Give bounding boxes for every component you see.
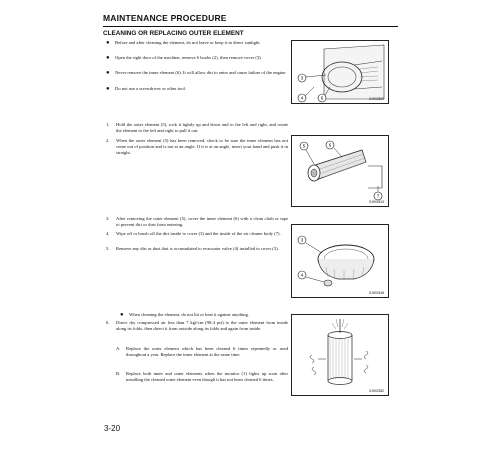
figure-cover-illustration bbox=[292, 225, 388, 297]
bullet-icon: ● bbox=[106, 86, 110, 92]
bullet-icon: ● bbox=[120, 312, 124, 318]
list-item: ● Never remove the inner element (6). It will allow dirt to enter and cause failure of the engine. bbox=[106, 70, 287, 76]
figure-code: SJH02443 bbox=[369, 200, 384, 204]
callout-label: 4 bbox=[300, 95, 304, 101]
callout-label: 7 bbox=[376, 193, 380, 199]
bullet-icon: ● bbox=[106, 55, 110, 61]
list-item: ● When cleaning the element, do not hit or beat it against anything. bbox=[120, 312, 250, 318]
bullet-icon: ● bbox=[106, 40, 110, 46]
figure-cover-removal bbox=[291, 40, 389, 104]
callout-label: 3 bbox=[300, 75, 304, 81]
bullet-icon: ● bbox=[106, 70, 110, 76]
callout-label: 4 bbox=[300, 272, 304, 278]
list-item: 6. Direct dry compressed air less than 7 kgf/cm (98.4 psi) to the outer element from inside along its folds, then direct it from outside along its folds and again from inside. bbox=[106, 320, 288, 332]
figure-cover-illustration bbox=[292, 41, 388, 103]
figure-element-illustration bbox=[292, 136, 388, 206]
list-item: ● Do not use a screwdriver or other tool. bbox=[106, 86, 186, 92]
title-rule bbox=[103, 26, 398, 27]
figure-code: SJH02448 bbox=[369, 291, 384, 295]
callout-label: 3 bbox=[300, 237, 304, 243]
list-item: 2. When the outer element (5) has been removed, check to be sure the inner element has not come out of position and is not at an angle. If it is at an angle, insert your hand and push it in straight. bbox=[106, 138, 288, 156]
figure-cover-cleaning bbox=[291, 224, 389, 298]
list-item: 4. Wipe off or brush off the dirt inside to cover (3) and the inside of the air cleaner body (7). bbox=[106, 231, 281, 236]
list-item: A. Replace the outer element which has been cleaned 6 times repeatedly or used throughout a year. Replace the inner element at the same time. bbox=[116, 346, 288, 358]
list-item: ● Before and after cleaning the element, do not leave or keep it in direct sunlight. bbox=[106, 40, 261, 46]
list-item: 5. Remove any dirt or dust that is accumulated to evacuator valve (4) installed to cover (3). bbox=[106, 246, 279, 251]
list-item: B. Replace both inner and outer elements when the monitor (1) lights up soon after installing the cleaned outer element even though it has not been cleaned 6 times. bbox=[116, 371, 288, 383]
figure-air-cleaning-illustration bbox=[292, 315, 388, 395]
figure-compressed-air-cleaning bbox=[291, 314, 389, 396]
list-item: ● Open the right door of the machine, remove 6 hooks (2), then remove cover (3). bbox=[106, 55, 262, 61]
list-item: 1. Hold the outer element (5), rock it lightly up and down and to the left and right, and rotate the element to the left and right to pull it out. bbox=[106, 122, 288, 134]
page-number: 3-20 bbox=[104, 424, 121, 433]
figure-outer-element bbox=[291, 135, 389, 207]
procedure-title: CLEANING OR REPLACING OUTER ELEMENT bbox=[103, 30, 244, 37]
callout-label: 6 bbox=[320, 95, 324, 101]
figure-code: SJH02382 bbox=[369, 389, 384, 393]
callout-label: 6 bbox=[328, 142, 332, 148]
figure-code: SJH02890 bbox=[369, 97, 384, 101]
list-item: 3. After removing the outer element (5), cover the inner element (6) with a clean cloth or tape to prevent dirt or dust from entering. bbox=[106, 216, 288, 228]
callout-label: 5 bbox=[302, 143, 306, 149]
section-title: MAINTENANCE PROCEDURE bbox=[103, 13, 227, 23]
